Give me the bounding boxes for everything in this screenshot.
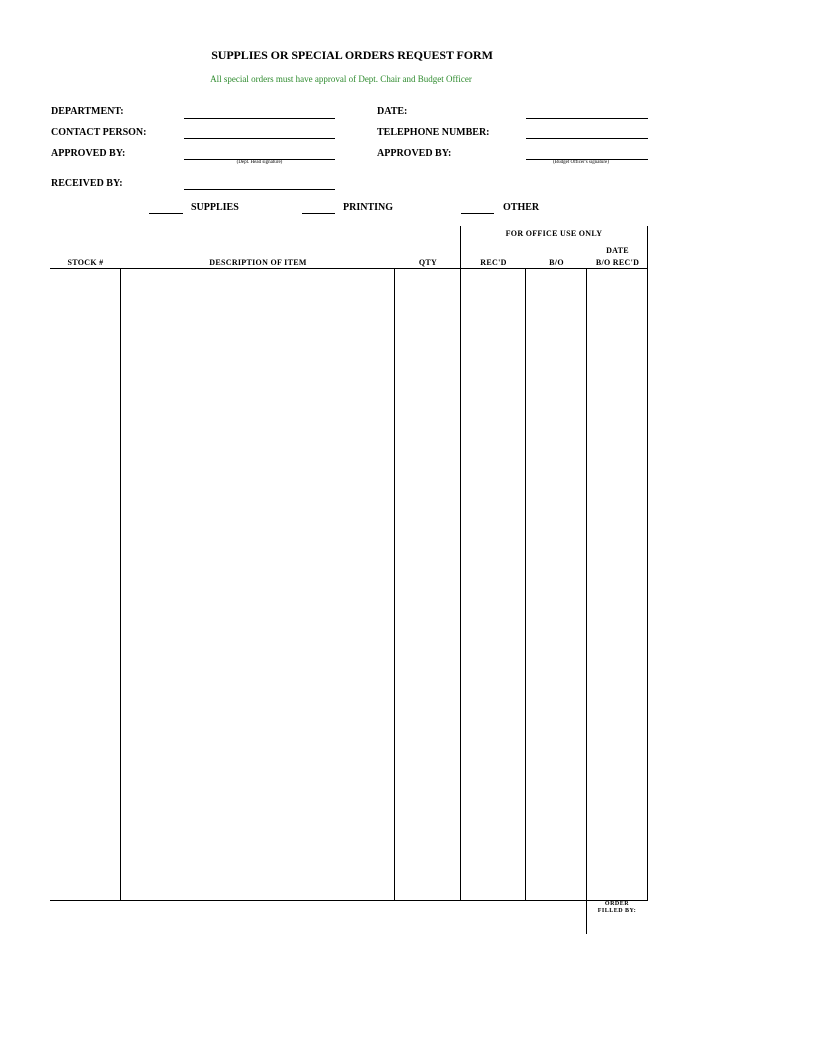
table-right-edge <box>647 268 648 900</box>
col-stock-header: STOCK # <box>67 258 104 267</box>
printing-checkbox-line[interactable] <box>302 213 335 214</box>
col-date-header-line2: B/O REC'D <box>595 258 640 267</box>
telephone-number-label: TELEPHONE NUMBER: <box>377 127 490 138</box>
approved-by-label: APPROVED BY: <box>51 148 126 159</box>
department-label: DEPARTMENT: <box>51 106 124 117</box>
supplies-checkbox-line[interactable] <box>149 213 183 214</box>
order-filled-label-line2: FILLED BY: <box>597 908 637 914</box>
items-entry-area[interactable] <box>121 270 394 898</box>
table-divider-description <box>394 268 395 900</box>
dept-head-signature-caption: (Dept. Head signature) <box>236 160 283 165</box>
other-checkbox-line[interactable] <box>461 213 494 214</box>
other-label: OTHER <box>503 202 540 213</box>
office-use-header: FOR OFFICE USE ONLY <box>505 229 603 238</box>
contact-person-label: CONTACT PERSON: <box>51 127 147 138</box>
date-label: DATE: <box>377 106 408 117</box>
telephone-number-field[interactable] <box>526 138 648 139</box>
col-date-header-line1: DATE <box>606 246 629 255</box>
table-header-rule <box>50 268 648 269</box>
form-subtitle: All special orders must have approval of Dept. Chair and Budget Officer <box>210 74 472 84</box>
table-divider-qty <box>460 268 461 900</box>
contact-person-field[interactable] <box>184 138 335 139</box>
printing-label: PRINTING <box>343 202 394 213</box>
table-divider-bo <box>586 268 587 934</box>
date-field[interactable] <box>526 118 648 119</box>
col-bo-header: B/O <box>549 258 564 267</box>
approved-by-budget-label: APPROVED BY: <box>377 148 452 159</box>
received-by-field[interactable] <box>184 189 335 190</box>
table-divider-recd <box>525 268 526 900</box>
supplies-label: SUPPLIES <box>191 202 239 213</box>
received-by-label: RECEIVED BY: <box>51 178 123 189</box>
budget-officer-signature-caption: (Budget Officer's signature) <box>553 160 609 165</box>
col-recd-header: REC'D <box>480 258 507 267</box>
col-qty-header: QTY <box>418 258 438 267</box>
col-description-header: DESCRIPTION OF ITEM <box>209 258 307 267</box>
department-field[interactable] <box>184 118 335 119</box>
form-title: SUPPLIES OR SPECIAL ORDERS REQUEST FORM <box>211 48 493 62</box>
table-bottom-rule <box>50 900 648 901</box>
order-filled-label-line1: ORDER <box>604 901 630 907</box>
